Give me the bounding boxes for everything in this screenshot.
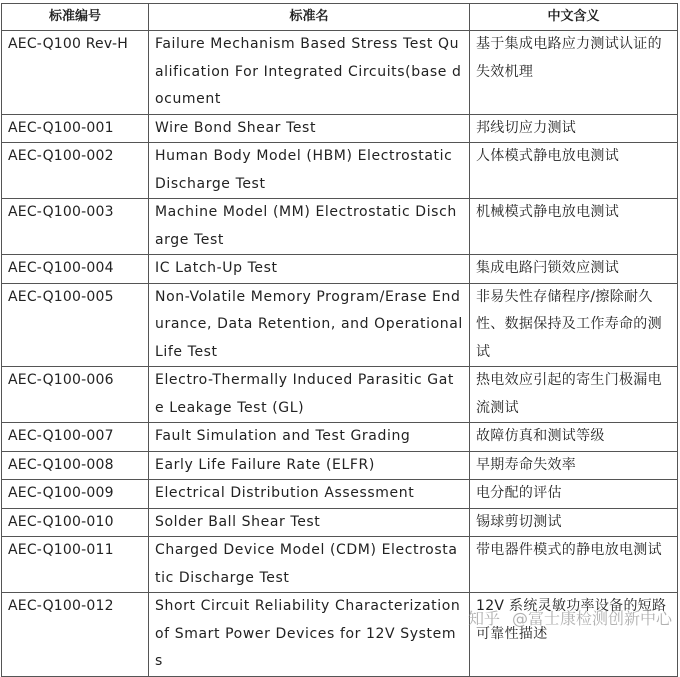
standard-name-cell: Charged Device Model (CDM) Electrostatic Discharge Test (149, 537, 470, 593)
table-row (2, 143, 678, 199)
standard-name-cell: Non-Volatile Memory Program/Erase Endurance, Data Retention, and Operational Life Test (149, 283, 470, 367)
header-standard-number: 标准编号 (2, 4, 149, 31)
chinese-meaning-cell: 人体模式静电放电测试 (470, 143, 678, 199)
table-row (2, 114, 678, 143)
standard-number-cell: AEC-Q100-008 (2, 451, 149, 480)
standard-name-cell: Electro-Thermally Induced Parasitic Gate Leakage Test (GL) (149, 367, 470, 423)
standard-name-cell: Failure Mechanism Based Stress Test Qualification For Integrated Circuits(base document (149, 31, 470, 115)
standard-name-cell: Wire Bond Shear Test (149, 114, 470, 143)
chinese-meaning-cell: 机械模式静电放电测试 (470, 199, 678, 255)
standard-name-cell: Solder Ball Shear Test (149, 508, 470, 537)
standard-number-cell: AEC-Q100-012 (2, 593, 149, 677)
standard-number-cell: AEC-Q100-009 (2, 480, 149, 509)
chinese-meaning-cell: 集成电路闩锁效应测试 (470, 255, 678, 284)
chinese-meaning-cell: 故障仿真和测试等级 (470, 423, 678, 452)
table-row (2, 367, 678, 423)
standard-name-cell: Electrical Distribution Assessment (149, 480, 470, 509)
standards-table (1, 3, 678, 677)
standard-name-cell: Early Life Failure Rate (ELFR) (149, 451, 470, 480)
chinese-meaning-cell: 12V 系统灵敏功率设备的短路可靠性描述 (470, 593, 678, 677)
standard-number-cell: AEC-Q100-001 (2, 114, 149, 143)
standard-number-cell: AEC-Q100-010 (2, 508, 149, 537)
table-row (2, 199, 678, 255)
table-row (2, 31, 678, 115)
table-row (2, 423, 678, 452)
standard-name-cell: Short Circuit Reliability Characterization of Smart Power Devices for 12V Systems (149, 593, 470, 677)
table-header-row (2, 4, 678, 31)
header-standard-name: 标准名 (149, 4, 470, 31)
chinese-meaning-cell: 基于集成电路应力测试认证的失效机理 (470, 31, 678, 115)
standard-number-cell: AEC-Q100-004 (2, 255, 149, 284)
chinese-meaning-cell: 带电器件模式的静电放电测试 (470, 537, 678, 593)
chinese-meaning-cell: 非易失性存储程序/擦除耐久性、数据保持及工作寿命的测试 (470, 283, 678, 367)
table-row (2, 508, 678, 537)
table-row (2, 593, 678, 677)
table-row (2, 451, 678, 480)
standard-name-cell: Human Body Model (HBM) Electrostatic Discharge Test (149, 143, 470, 199)
table-row (2, 283, 678, 367)
table-row (2, 480, 678, 509)
standard-number-cell: AEC-Q100-006 (2, 367, 149, 423)
standard-number-cell: AEC-Q100-003 (2, 199, 149, 255)
chinese-meaning-cell: 电分配的评估 (470, 480, 678, 509)
standard-name-cell: IC Latch-Up Test (149, 255, 470, 284)
chinese-meaning-cell: 锡球剪切测试 (470, 508, 678, 537)
standard-number-cell: AEC-Q100-011 (2, 537, 149, 593)
standard-number-cell: AEC-Q100-002 (2, 143, 149, 199)
standard-number-cell: AEC-Q100-005 (2, 283, 149, 367)
watermark-platform: 知乎 (467, 609, 500, 628)
standard-number-cell: AEC-Q100-007 (2, 423, 149, 452)
standard-name-cell: Fault Simulation and Test Grading (149, 423, 470, 452)
table-row (2, 537, 678, 593)
standard-number-cell: AEC-Q100 Rev-H (2, 31, 149, 115)
watermark-account: @富士康检测创新中心 (511, 609, 672, 628)
table-row (2, 255, 678, 284)
header-chinese-meaning: 中文含义 (470, 4, 678, 31)
standard-name-cell: Machine Model (MM) Electrostatic Discharge Test (149, 199, 470, 255)
chinese-meaning-cell: 邦线切应力测试 (470, 114, 678, 143)
chinese-meaning-cell: 早期寿命失效率 (470, 451, 678, 480)
chinese-meaning-cell: 热电效应引起的寄生门极漏电流测试 (470, 367, 678, 423)
